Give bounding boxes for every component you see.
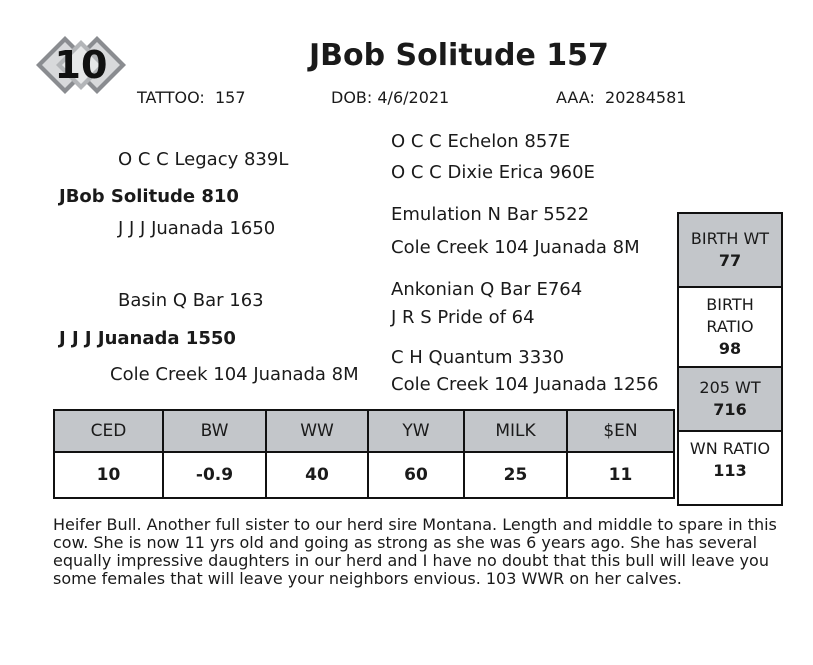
tattoo-field [137, 88, 246, 107]
perf-birth-ratio-value: 98 [718, 339, 742, 358]
pedigree-dam-sire: Basin Q Bar 163 [118, 290, 264, 311]
epd-value-ced: 10 [54, 452, 163, 498]
perf-205-wt [679, 368, 781, 432]
epd-header-ced: CED [54, 410, 163, 452]
perf-birth-wt [679, 214, 781, 288]
pedigree-sire-dam-dam: Cole Creek 104 Juanada 8M [391, 237, 640, 258]
remarks-text: Heifer Bull. Another full sister to our herd sire Montana. Length and middle to spare in this cow. She is now 11 yrs old and going as strong as she was 6 years ago. She has several equally impressive daughters in our herd and I have no doubt that this bull will leave you some females that will leave your neighbors envious. 103 WWR on her calves. [53, 515, 777, 588]
pedigree-sire: JBob Solitude 810 [59, 186, 239, 207]
epd-value-en: 11 [567, 452, 674, 498]
aaa-field [556, 88, 686, 107]
aaa-value: 20284581 [605, 88, 687, 107]
perf-205-wt-label: 205 WT [699, 378, 761, 397]
epd-value-milk: 25 [464, 452, 567, 498]
epd-value-bw: -0.9 [163, 452, 266, 498]
pedigree-dam-dam-sire: C H Quantum 3330 [391, 347, 565, 368]
epd-header-milk: MILK [464, 410, 567, 452]
perf-birth-ratio-label: BIRTH RATIO [706, 295, 754, 336]
pedigree-dam-dam-dam: Cole Creek 104 Juanada 1256 [391, 374, 659, 395]
perf-wn-ratio-value: 113 [713, 461, 747, 480]
epd-value-row [54, 452, 674, 498]
pedigree-sire-dam-sire: Emulation N Bar 5522 [391, 204, 590, 225]
pedigree-dam-sire-sire: Ankonian Q Bar E764 [391, 279, 583, 300]
epd-header-en: $EN [567, 410, 674, 452]
perf-wn-ratio-label: WN RATIO [689, 439, 771, 458]
epd-table [53, 409, 675, 499]
epd-header-ww: WW [266, 410, 368, 452]
perf-wn-ratio [679, 432, 781, 504]
lot-number: 10 [54, 43, 108, 87]
lot-badge [36, 34, 126, 96]
pedigree-sire-sire-sire: O C C Echelon 857E [391, 131, 571, 152]
epd-header-row [54, 410, 674, 452]
perf-205-wt-value: 716 [713, 400, 747, 419]
aaa-label: AAA: [556, 88, 595, 107]
epd-header-yw: YW [368, 410, 464, 452]
perf-birth-ratio [679, 288, 781, 368]
epd-header-bw: BW [163, 410, 266, 452]
dob-field [331, 88, 449, 107]
epd-value-ww: 40 [266, 452, 368, 498]
pedigree-sire-sire-dam: O C C Dixie Erica 960E [391, 162, 595, 183]
perf-birth-wt-label: BIRTH WT [690, 229, 770, 248]
perf-birth-wt-value: 77 [718, 251, 742, 270]
tattoo-value: 157 [214, 88, 246, 107]
animal-name: JBob Solitude 157 [309, 38, 609, 73]
dob-label: DOB: [331, 88, 373, 107]
epd-value-yw: 60 [368, 452, 464, 498]
tattoo-label: TATTOO: [137, 88, 205, 107]
performance-panel [677, 212, 783, 506]
pedigree-sire-sire: O C C Legacy 839L [118, 149, 289, 170]
pedigree-sire-dam: J J J Juanada 1650 [118, 218, 276, 239]
pedigree-dam-dam: Cole Creek 104 Juanada 8M [110, 364, 359, 385]
pedigree-dam: J J J Juanada 1550 [59, 328, 236, 349]
dob-value: 4/6/2021 [377, 88, 450, 107]
pedigree-dam-sire-dam: J R S Pride of 64 [391, 307, 535, 328]
